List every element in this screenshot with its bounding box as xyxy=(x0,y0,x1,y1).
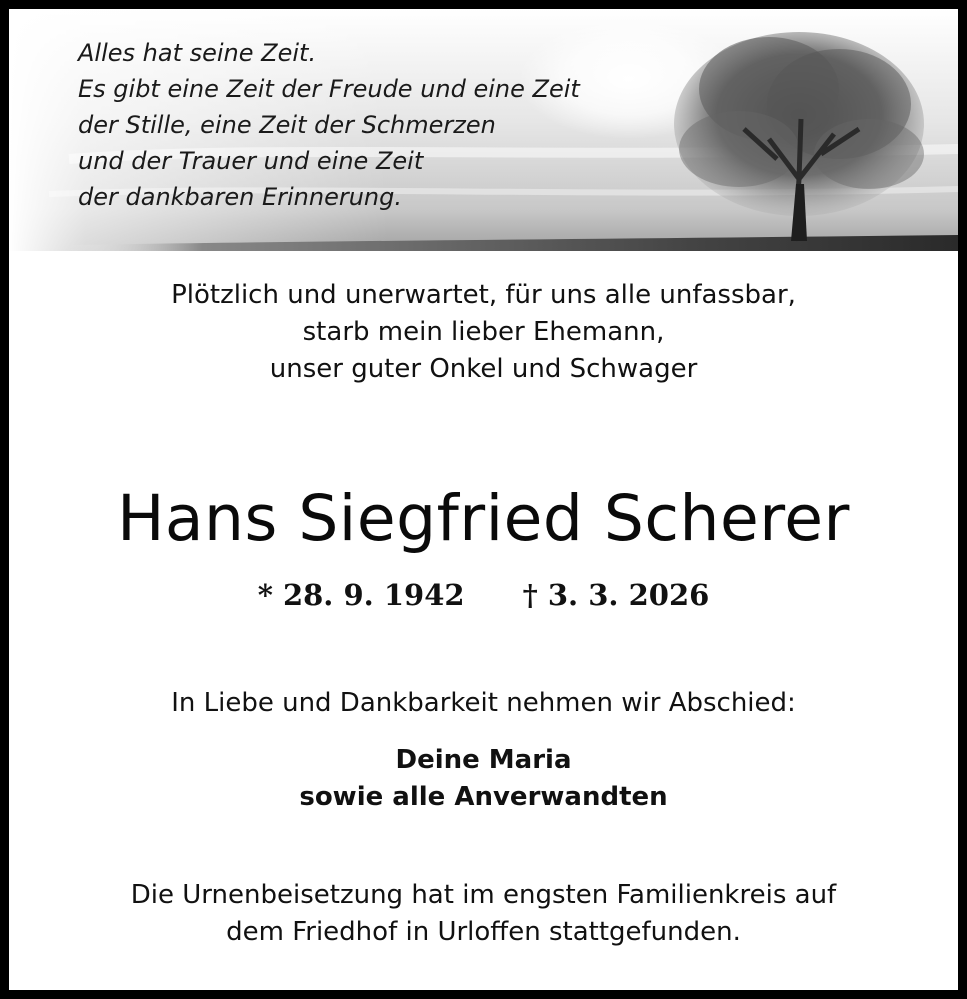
birth-date: * 28. 9. 1942 xyxy=(257,578,465,612)
life-dates xyxy=(9,577,958,613)
poem-line: der Stille, eine Zeit der Schmerzen xyxy=(78,111,496,139)
poem-line: Es gibt eine Zeit der Freude und eine Zeit xyxy=(78,75,580,103)
burial-notice xyxy=(9,877,958,951)
intro-line: unser guter Onkel und Schwager xyxy=(269,354,698,384)
poem-line: Alles hat seine Zeit. xyxy=(78,39,317,67)
poem-quote xyxy=(78,35,580,215)
burial-line: Die Urnenbeisetzung hat im engsten Familienkreis auf xyxy=(130,880,837,910)
header-image-band xyxy=(9,9,958,259)
intro-line: starb mein lieber Ehemann, xyxy=(302,317,665,347)
intro-text xyxy=(9,277,958,388)
mourners-signature xyxy=(9,742,958,816)
poem-line: und der Trauer und eine Zeit xyxy=(78,147,424,175)
poem-line: der dankbaren Erinnerung. xyxy=(78,183,402,211)
farewell-text: In Liebe und Dankbarkeit nehmen wir Abschied: xyxy=(171,688,796,718)
burial-line: dem Friedhof in Urloffen stattgefunden. xyxy=(226,917,741,947)
mourner-line: Deine Maria xyxy=(395,745,572,775)
deceased-name: Hans Siegfried Scherer xyxy=(117,482,850,555)
intro-line: Plötzlich und unerwartet, für uns alle unfassbar, xyxy=(171,280,796,310)
mourner-line: sowie alle Anverwandten xyxy=(299,782,668,812)
death-date: † 3. 3. 2026 xyxy=(522,578,710,612)
